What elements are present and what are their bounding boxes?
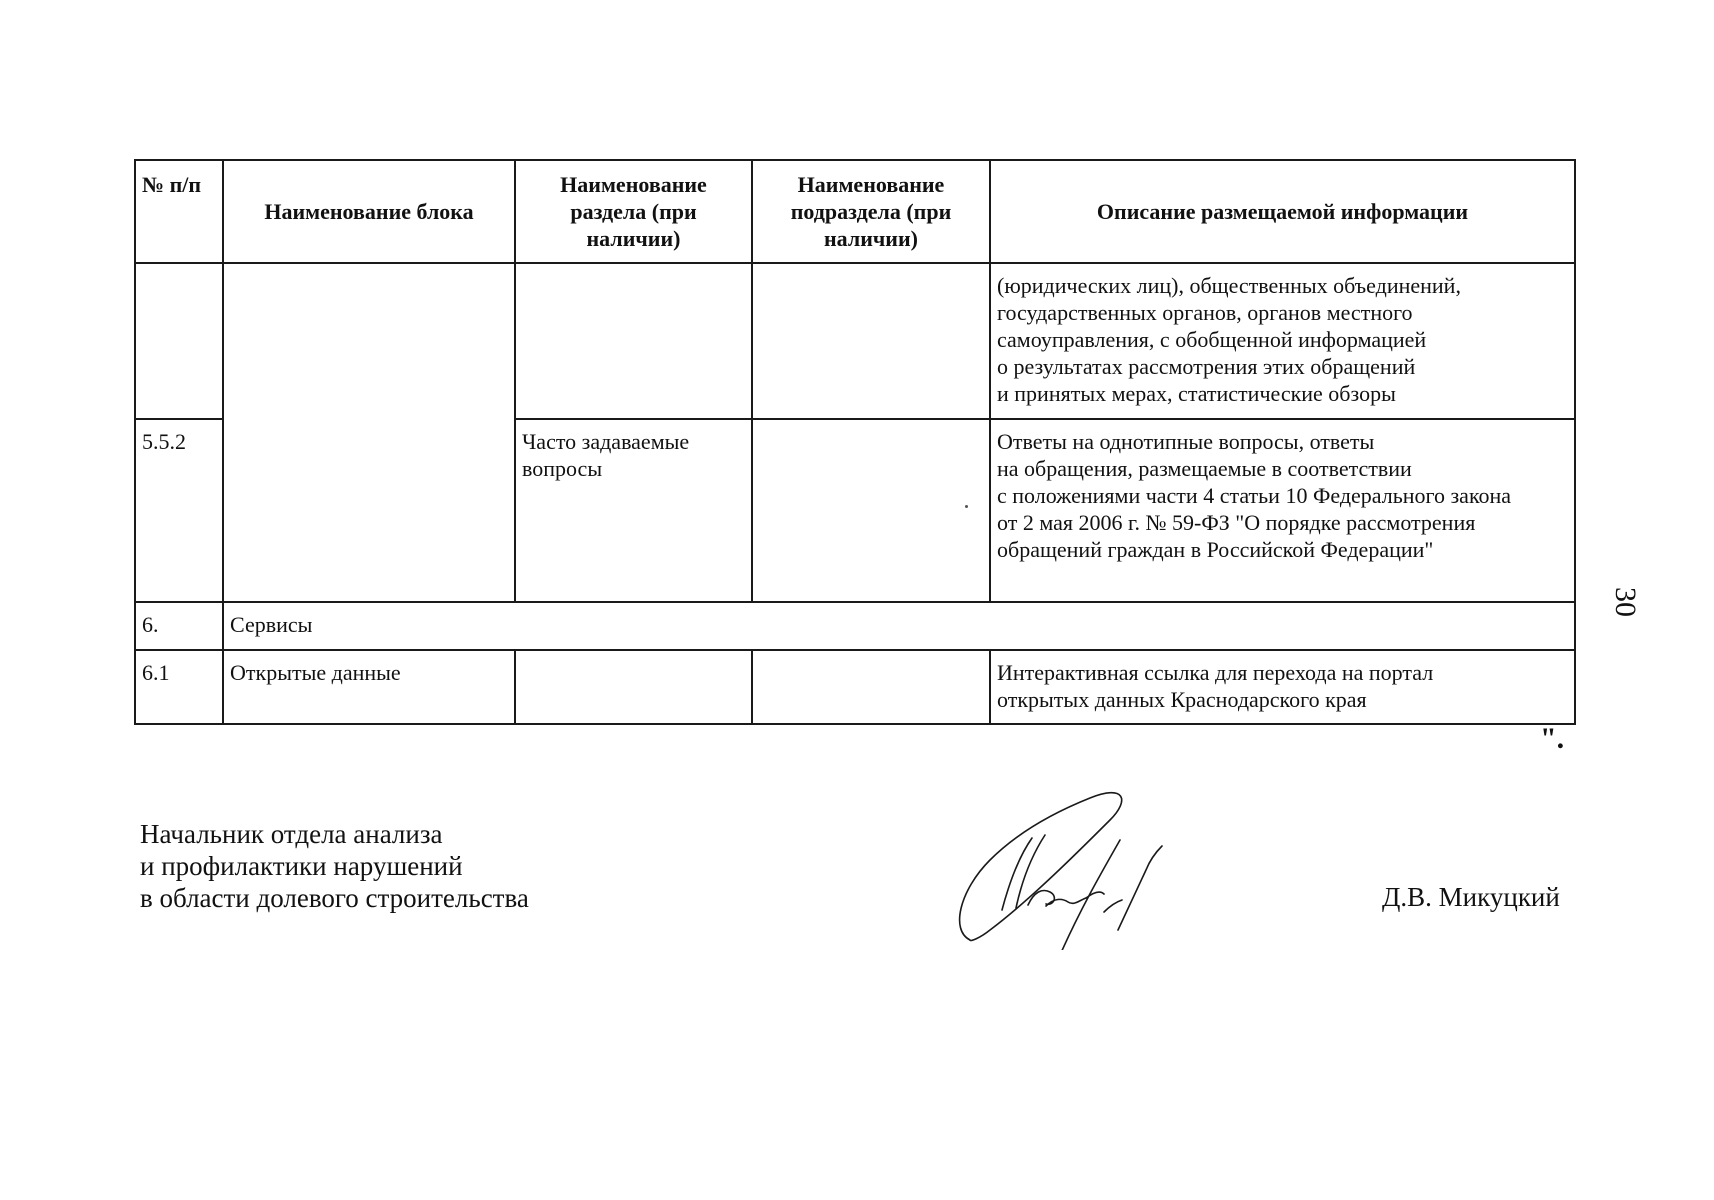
cell-num: [135, 263, 223, 419]
table-row: [135, 263, 1575, 419]
cell-subsection: [752, 263, 990, 419]
cell-num: 6.: [135, 602, 223, 650]
header-subsection: [752, 160, 990, 263]
table-row: [135, 650, 1575, 724]
table-row: [135, 602, 1575, 650]
cell-section: [515, 263, 752, 419]
position-line: Начальник отдела анализа: [140, 819, 443, 849]
header-subsection-line: подраздела (при: [790, 199, 952, 224]
header-description: Описание размещаемой информации: [990, 160, 1575, 263]
scan-speck: [965, 505, 968, 508]
cell-num: 5.5.2: [135, 419, 223, 602]
cell-description: [990, 263, 1575, 419]
content-table: [134, 159, 1576, 725]
description-line: от 2 мая 2006 г. № 59-ФЗ "О порядке рассмотрения: [997, 510, 1476, 535]
table-header-row: [135, 160, 1575, 263]
position-line: и профилактики нарушений: [140, 851, 463, 881]
section-line: вопросы: [522, 456, 603, 481]
cell-section: [515, 419, 752, 602]
closing-quote: ".: [1540, 722, 1565, 755]
signer-name: Д.В. Микуцкий: [1382, 882, 1560, 912]
header-num: № п/п: [135, 160, 223, 263]
header-section: [515, 160, 752, 263]
header-section-line: Наименование: [560, 172, 707, 197]
cell-num: 6.1: [135, 650, 223, 724]
signatory-position: [140, 818, 529, 914]
cell-subsection: [752, 419, 990, 602]
header-section-line: наличии): [586, 226, 681, 251]
section-line: Часто задаваемые: [522, 429, 690, 454]
description-line: и принятых мерах, статистические обзоры: [997, 381, 1396, 406]
header-subsection-line: Наименование: [797, 172, 945, 197]
description-line: (юридических лиц), общественных объединений,: [997, 273, 1461, 298]
description-line: самоуправления, с обобщенной информацией: [997, 327, 1427, 352]
cell-block: Открытые данные: [223, 650, 515, 724]
description-line: с положениями части 4 статьи 10 Федерального закона: [997, 483, 1512, 508]
handwritten-signature: [950, 780, 1190, 950]
header-block: Наименование блока: [223, 160, 515, 263]
cell-description: [990, 650, 1575, 724]
cell-section: [515, 650, 752, 724]
cell-subsection: [752, 650, 990, 724]
header-section-line: раздела (при: [570, 199, 697, 224]
description-line: Ответы на однотипные вопросы, ответы: [997, 429, 1375, 454]
cell-block: Сервисы: [223, 602, 1575, 650]
header-subsection-line: наличии): [824, 226, 918, 251]
description-line: Интерактивная ссылка для перехода на портал: [997, 660, 1434, 685]
cell-description: [990, 419, 1575, 602]
description-line: открытых данных Краснодарского края: [997, 687, 1367, 712]
description-line: о результатах рассмотрения этих обращений: [997, 354, 1416, 379]
description-line: обращений граждан в Российской Федерации": [997, 537, 1434, 562]
description-line: государственных органов, органов местного: [997, 300, 1413, 325]
page-number: 30: [1609, 587, 1642, 617]
position-line: в области долевого строительства: [140, 883, 529, 913]
description-line: на обращения, размещаемые в соответствии: [997, 456, 1412, 481]
cell-block: [223, 263, 515, 602]
